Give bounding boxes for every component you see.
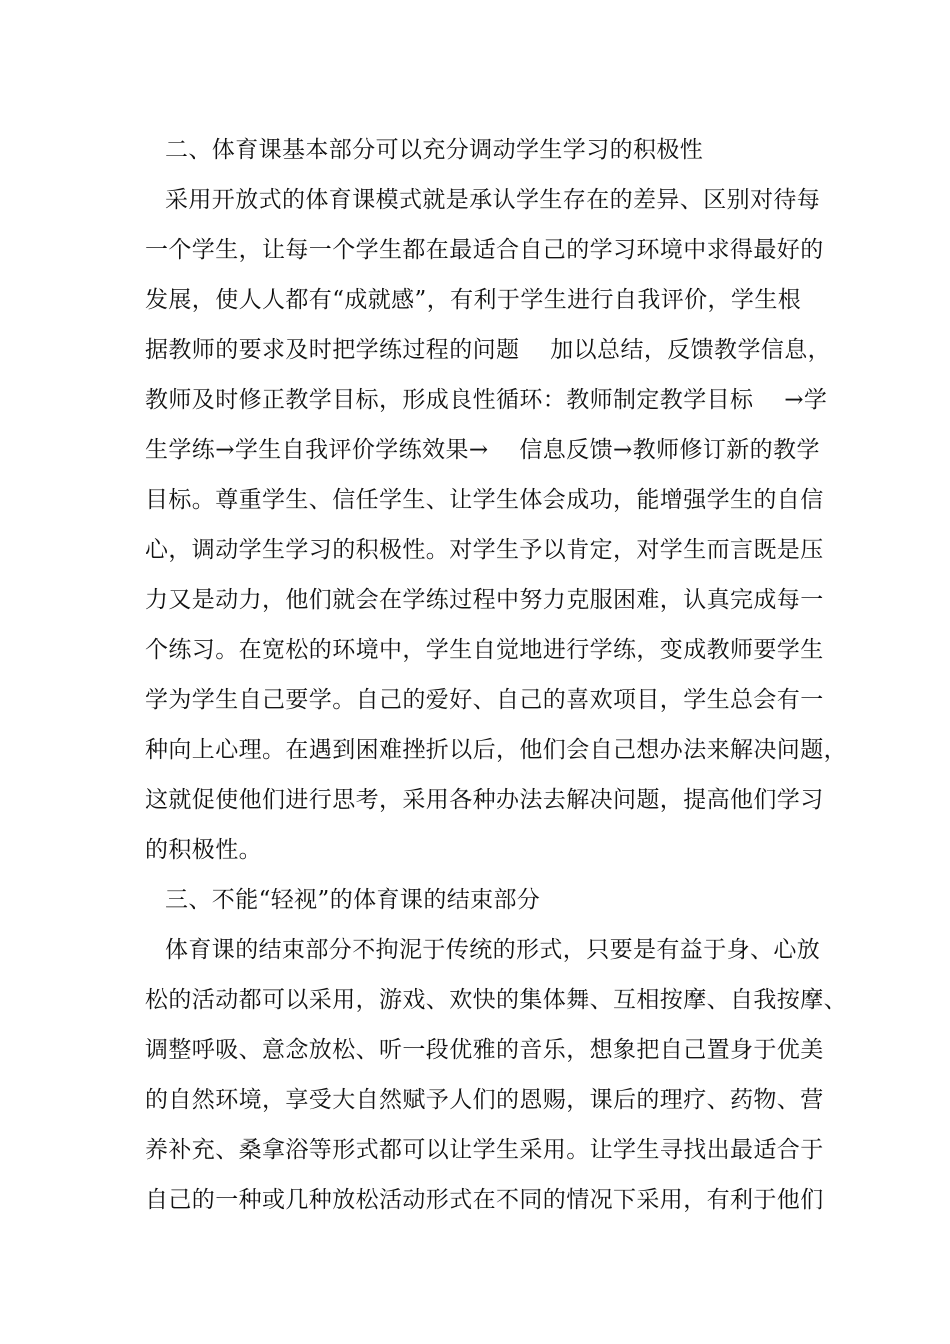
paragraph-line: 的积极性。 (145, 837, 262, 863)
paragraph-line: 心，调动学生学习的积极性。对学生予以肯定，对学生而言既是压 (145, 537, 824, 563)
paragraph-line: 调整呼吸、意念放松、听一段优雅的音乐，想象把自己置身于优美 (145, 1037, 824, 1063)
paragraph-line: 体育课的结束部分不拘泥于传统的形式，只要是有益于身、心放 (165, 937, 821, 963)
paragraph-line: 自己的一种或几种放松活动形式在不同的情况下采用，有利于他们 (145, 1187, 824, 1213)
paragraph-line: 松的活动都可以采用，游戏、欢快的集体舞、互相按摩、自我按摩、 (145, 987, 847, 1013)
paragraph-line: 力又是动力，他们就会在学练过程中努力克服困难，认真完成每一 (145, 587, 824, 613)
paragraph-line: 学为学生自己要学。自己的爱好、自己的喜欢项目，学生总会有一 (145, 687, 824, 713)
paragraph-line: 种向上心理。在遇到困难挫折以后，他们会自己想办法来解决问题， (145, 737, 847, 763)
section-heading: 三、不能“轻视”的体育课的结束部分 (165, 887, 541, 913)
paragraph-line: 的自然环境，享受大自然赋予人们的恩赐，课后的理疗、药物、营 (145, 1087, 824, 1113)
paragraph-line: 发展，使人人都有“成就感”，有利于学生进行自我评价，学生根 (145, 287, 802, 313)
paragraph-line: 个练习。在宽松的环境中，学生自觉地进行学练，变成教师要学生 (145, 637, 824, 663)
paragraph-line: 生学练→学生自我评价学练效果→ 信息反馈→教师修订新的教学 (145, 437, 820, 463)
section-heading: 二、体育课基本部分可以充分调动学生学习的积极性 (165, 137, 704, 163)
paragraph-line: 这就促使他们进行思考，采用各种办法去解决问题，提高他们学习 (145, 787, 824, 813)
paragraph-line: 目标。尊重学生、信任学生、让学生体会成功，能增强学生的自信 (145, 487, 824, 513)
paragraph-line: 教师及时修正教学目标，形成良性循环：教师制定教学目标 →学 (145, 387, 828, 413)
paragraph-line: 一个学生，让每一个学生都在最适合自己的学习环境中求得最好的 (145, 237, 824, 263)
paragraph-line: 采用开放式的体育课模式就是承认学生存在的差异、区别对待每 (165, 187, 821, 213)
paragraph-line: 据教师的要求及时把学练过程的问题 加以总结，反馈教学信息， (145, 337, 832, 363)
paragraph-line: 养补充、桑拿浴等形式都可以让学生采用。让学生寻找出最适合于 (145, 1137, 824, 1163)
